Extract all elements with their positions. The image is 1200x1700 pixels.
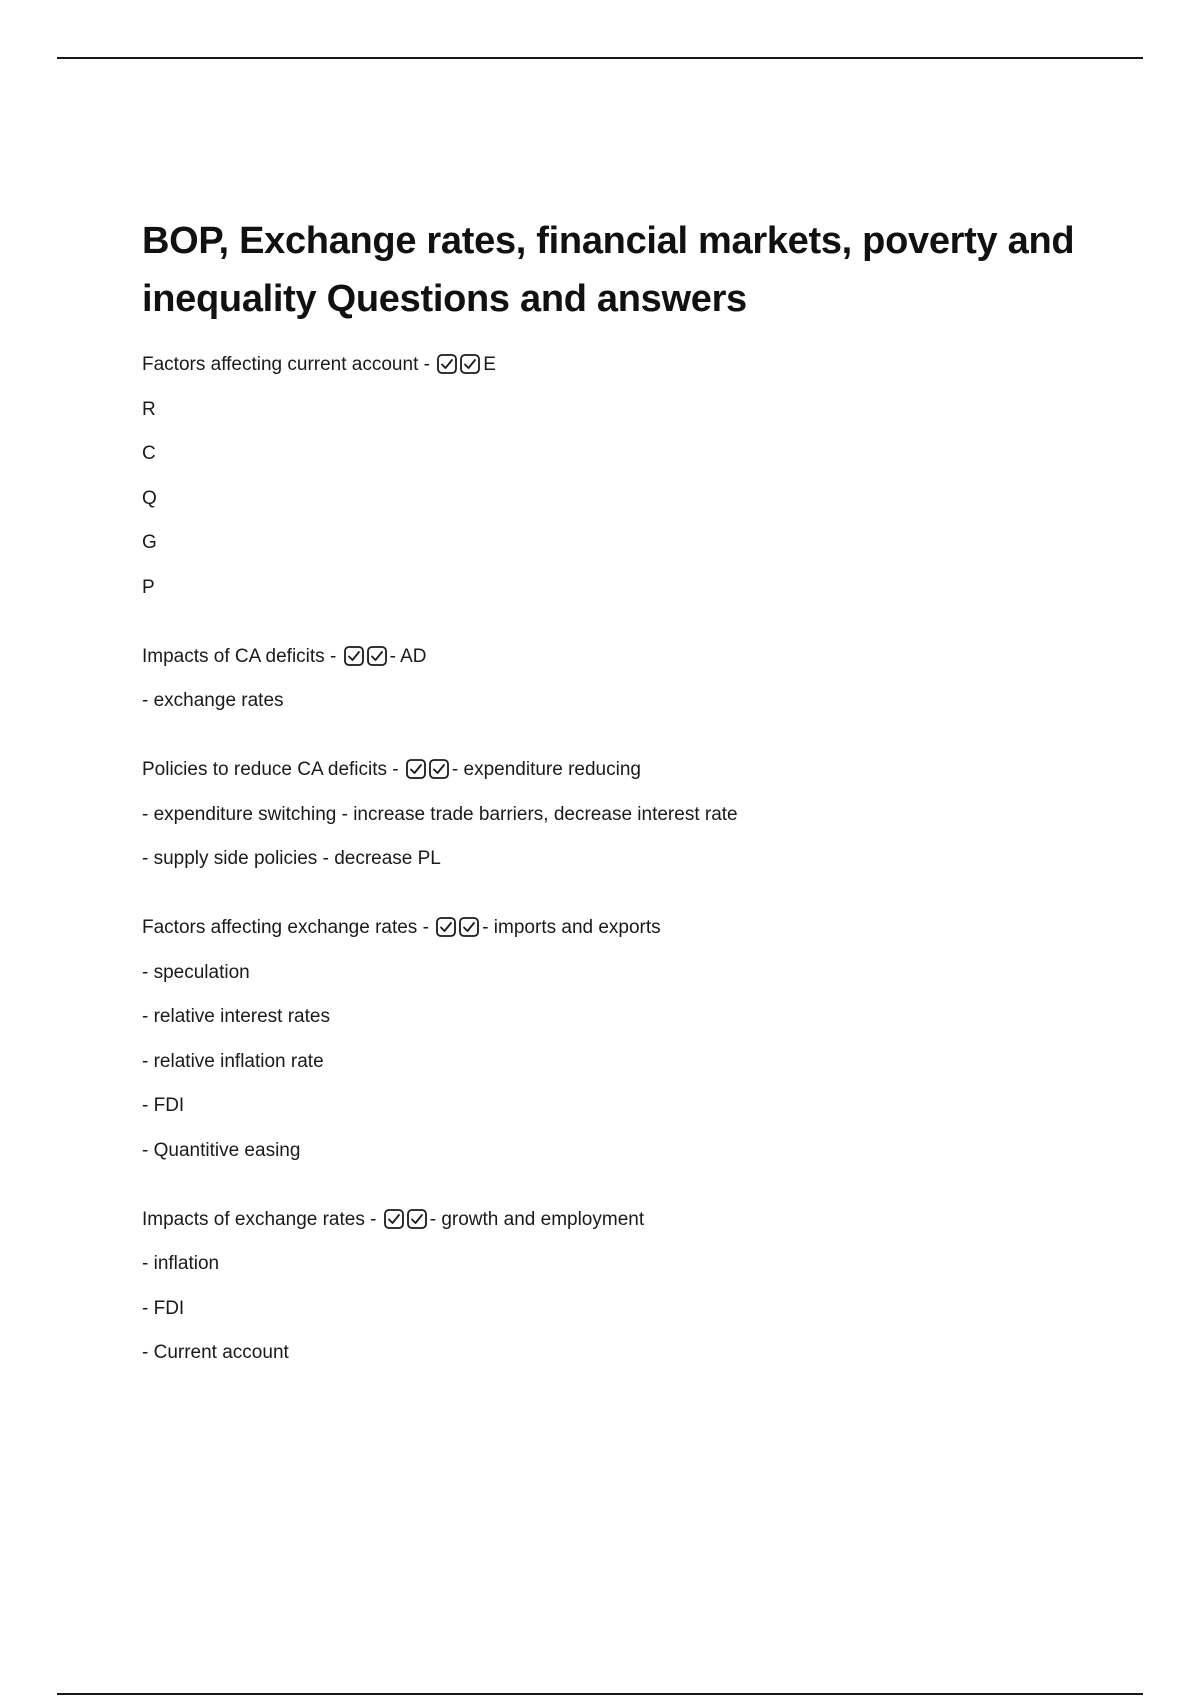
checkbox-icon [344,646,364,666]
question-line [142,354,1102,376]
answer-line: - Quantitive easing [142,1139,301,1161]
bottom-divider [57,1693,1143,1695]
answer-line: G [142,532,157,553]
answer-text: - imports and exports [482,917,661,938]
answer-line: - relative inflation rate [142,1050,324,1072]
question-line [142,759,1102,781]
answer-line: R [142,398,156,420]
checkmarks [406,759,452,785]
checkbox-icon [384,1209,404,1229]
checkbox-icon [367,646,387,666]
checkmarks [384,1209,430,1235]
question-text: Policies to reduce CA deficits - [142,759,399,780]
answer-line: C [142,443,156,464]
checkmarks [344,646,390,672]
question-text: Impacts of exchange rates - [142,1208,377,1230]
question-line [142,646,1102,668]
qa-item [142,917,1102,1162]
question-text: Factors affecting exchange rates - [142,917,429,938]
checkbox-icon [459,917,479,937]
answer-line: - supply side policies - decrease PL [142,848,441,869]
checkbox-icon [436,917,456,937]
answer-text: E [483,354,496,375]
checkmarks [436,917,482,943]
answer-text: - AD [389,645,427,667]
qa-item [142,759,1102,870]
top-divider [57,57,1143,59]
document-body [142,212,1102,1411]
answer-line: - inflation [142,1253,220,1274]
answer-text: - growth and employment [429,1208,645,1230]
checkbox-icon [407,1209,427,1229]
checkbox-icon [429,759,449,779]
qa-item [142,354,1102,599]
answer-text: - expenditure reducing [451,759,641,780]
checkbox-icon [460,354,480,374]
answer-line: Q [142,487,157,509]
answer-line: - FDI [142,1095,185,1116]
qa-item [142,1209,1102,1365]
answer-line: - Current account [142,1342,289,1363]
question-line [142,1209,1102,1231]
answer-line: P [142,576,155,598]
answer-line: - expenditure switching - increase trade barriers, decrease interest rate [142,803,738,825]
answer-line: - speculation [142,961,250,983]
answer-line: - FDI [142,1297,185,1319]
checkbox-icon [437,354,457,374]
question-line [142,917,1102,939]
question-text: Factors affecting current account - [142,354,430,375]
answer-line: - exchange rates [142,690,284,711]
document-title: BOP, Exchange rates, financial markets, poverty and inequality Questions and answers [142,220,1075,320]
question-text: Impacts of CA deficits - [142,645,337,667]
answer-line: - relative interest rates [142,1006,330,1027]
qa-item [142,646,1102,713]
checkmarks [437,354,483,380]
checkbox-icon [406,759,426,779]
